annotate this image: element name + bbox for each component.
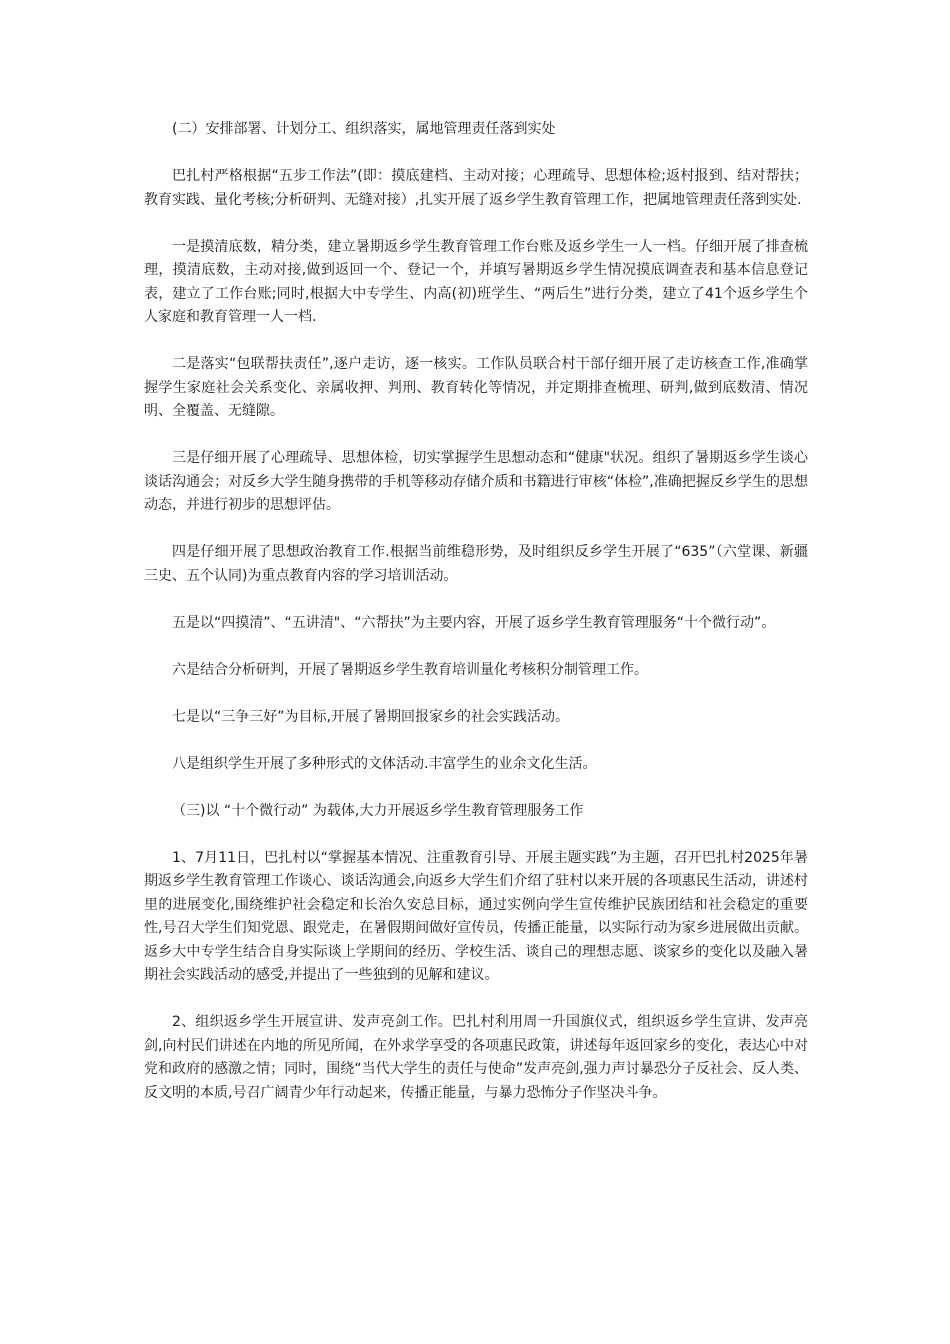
paragraph-activity-2: 2、组织返乡学生开展宣讲、发声亮剑工作。巴扎村利用周一升国旗仪式，组织返乡学生宣讲、发声亮剑,向村民们讲述在内地的所见所闻，在外求学享受的各项惠民政策，讲述每年返回家乡的变化，表达心中对党和政府的感激之情；同时，围绕“当代大学生的责任与使命”发声亮剑,强力声讨暴恐分子反社会、反人类、反文明的本质,号召广阔青少年行动起来，传播正能量，与暴力恐怖分子作坚决斗争。 xyxy=(144,1014,808,1101)
paragraph-item-3: 三是仔细开展了心理疏导、思想体检，切实掌握学生思想动态和“健康"状况。组织了暑期返乡学生谈心谈话沟通会；对反乡大学生随身携带的手机等移动存储介质和书籍进行审核“体检”,准确把握反乡学生的思想动态，并进行初步的思想评估。 xyxy=(144,450,808,513)
section-heading-3: （三)以 “十个微行动” 为载体,大力开展返乡学生教育管理服务工作 xyxy=(172,802,584,819)
document-page xyxy=(144,118,808,1129)
section-heading-2: (二）安排部署、计划分工、组织落实，属地管理责任落到实处 xyxy=(172,121,556,137)
paragraph-item-7: 七是以“三争三好”为目标,开展了暑期回报家乡的社会实践活动。 xyxy=(172,708,569,725)
paragraph-item-1: 一是摸清底数，精分类，建立暑期返乡学生教育管理工作台账及返乡学生一人一档。仔细开展了排查梳理，摸清底数，主动对接,做到返回一个、登记一个，并填写暑期返乡学生情况摸底调查表和基本信息登记表，建立了工作台账;同时,根据大中专学生、内高(初)班学生、“两后生”进行分类，建立了41个返乡学生个人家庭和教育管理一人一档. xyxy=(144,238,808,325)
paragraph-item-5: 五是以“四摸清”、“五讲清"、“六帮扶”为主要内容，开展了返乡学生教育管理服务“十个微行动”。 xyxy=(172,614,776,631)
paragraph-activity-1: 1、7月11日，巴扎村以“掌握基本情况、注重教育引导、开展主题实践”为主题，召开巴扎村2025年暑期返乡学生教育管理工作谈心、谈话沟通会,向返乡大学生们介绍了驻村以来开展的各项惠民生活动，讲述村里的进展变化,围绕维护社会稳定和长治久安总目标，通过实例向学生宣传维护民族团结和社会稳定的重要性,号召大学生们知党恩、跟党走，在暑假期间做好宣传员，传播正能量，以实际行动为家乡进展做出贡献。返乡大中专学生结合自身实际谈上学期间的经历、学校生活、谈自己的理想志愿、谈家乡的变化以及融入暑期社会实践活动的感受,并提出了一些独到的见解和建议。 xyxy=(144,849,808,983)
paragraph-item-4: 四是仔细开展了思想政治教育工作.根据当前维稳形势，及时组织反乡学生开展了“635”（六堂课、新疆三史、五个认同)为重点教育内容的学习培训活动。 xyxy=(144,544,808,584)
paragraph-item-8: 八是组织学生开展了多种形式的文体活动.丰富学生的业余文化生活。 xyxy=(172,755,597,772)
paragraph-five-step-method: 巴扎村严格根据“五步工作法”(即：摸底建档、主动对接；心理疏导、思想体检;返村报到、结对帮扶；教育实践、量化考核;分析研判、无缝对接）,扎实开展了返乡学生教育管理工作，把属地管理责任落到实处. xyxy=(144,168,808,208)
paragraph-item-6: 六是结合分析研判，开展了暑期返乡学生教育培训量化考核积分制管理工作。 xyxy=(172,661,648,678)
paragraph-item-2: 二是落实“包联帮扶责任”,逐户走访，逐一核实。工作队员联合村干部仔细开展了走访核查工作,准确掌握学生家庭社会关系变化、亲属收押、判刑、教育转化等情况，并定期排查梳理、研判,做到底数清、情况明、全覆盖、无缝隙。 xyxy=(144,356,808,419)
